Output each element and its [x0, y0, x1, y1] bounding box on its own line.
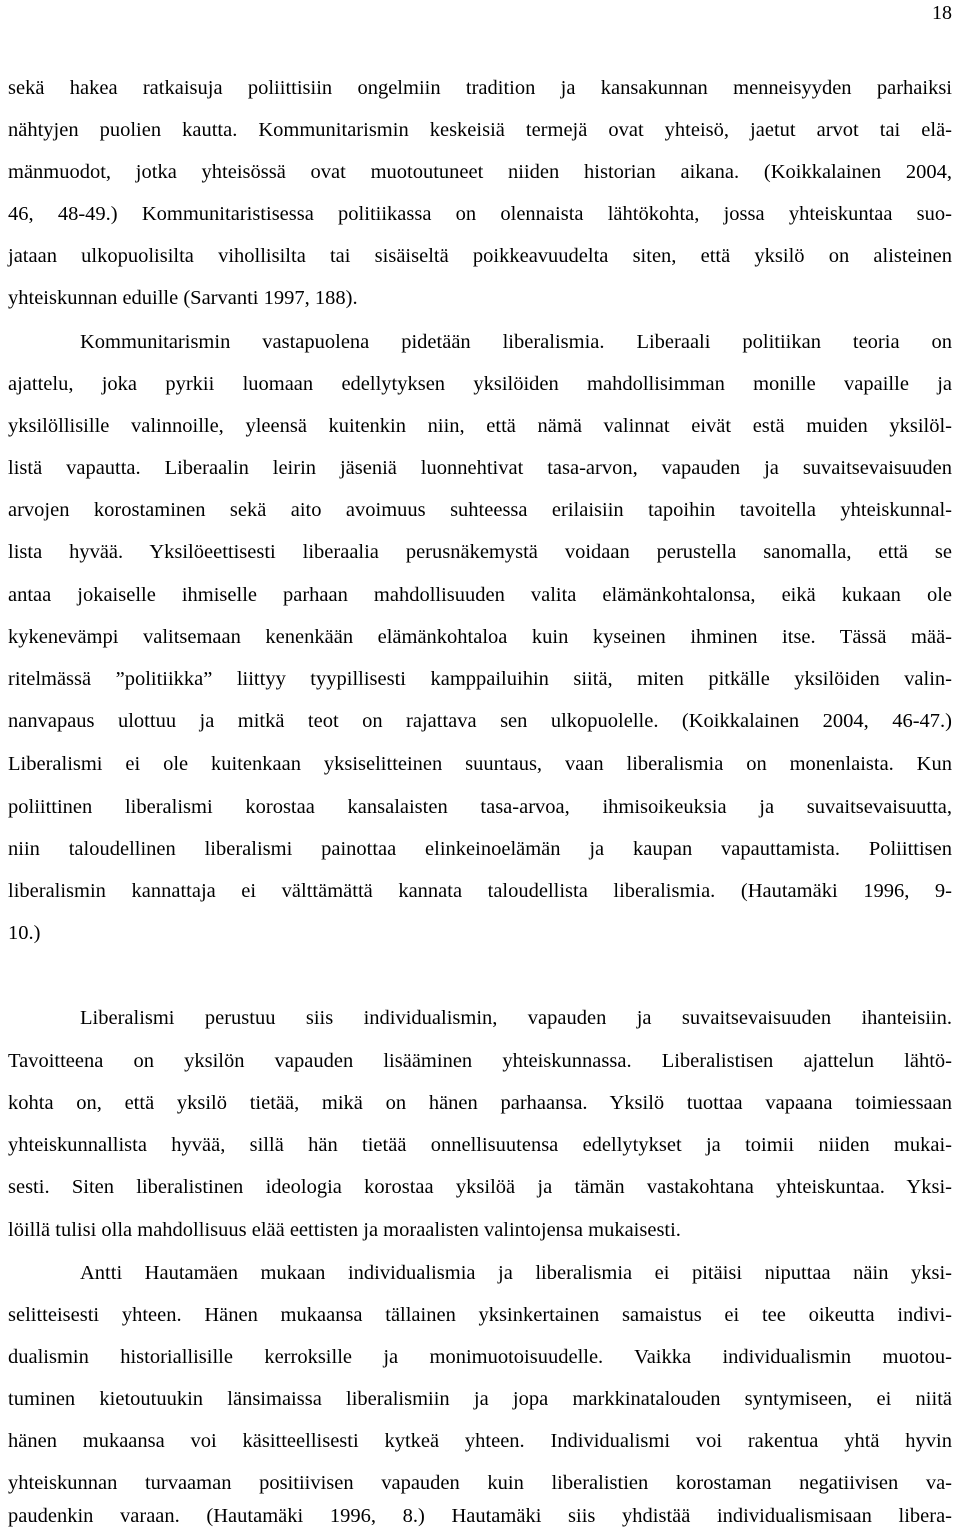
text-line: Liberalismi perustuu siis individualismin, vapauden ja suvaitsevaisuuden ihanteisiin. — [80, 1007, 952, 1029]
text-line: ritelmässä ”politiikka” liittyy tyypillisesti kamppailuihin siitä, miten pitkälle yksilöiden valin- — [8, 668, 952, 690]
text-line: dualismin historiallisille kerroksille ja monimuotoisuudelle. Vaikka individualismin muotou- — [8, 1346, 952, 1368]
text-line: yksilöllisille valinnoille, yleensä kuitenkin niin, että nämä valinnat eivät estä muiden yksilöl- — [8, 415, 952, 437]
text-line: Kommunitarismin vastapuolena pidetään liberalismia. Liberaali politiikan teoria on — [80, 331, 952, 353]
text-line: tuminen kietoutuukin länsimaissa liberalismiin ja jopa markkinatalouden syntymiseen, ei niitä — [8, 1388, 952, 1410]
text-line: paudenkin varaan. (Hautamäki 1996, 8.) Hautamäki siis yhdistää individualismisaan libera- — [8, 1505, 952, 1527]
text-line: sekä hakea ratkaisuja poliittisiin ongelmiin tradition ja kansakunnan menneisyyden parhaiksi — [8, 77, 952, 99]
text-line: antaa jokaiselle ihmiselle parhaan mahdollisuuden valita elämänkohtalonsa, eikä kukaan ole — [8, 584, 952, 606]
text-line: yhteiskunnan eduille (Sarvanti 1997, 188). — [8, 287, 358, 309]
text-line: mänmuodot, jotka yhteisössä ovat muotoutuneet niiden historian aikana. (Koikkalainen 2004, — [8, 161, 952, 183]
text-line: selitteisesti yhteen. Hänen mukaansa tällainen yksinkertainen samaistus ei tee oikeutta indivi- — [8, 1304, 952, 1326]
text-line: nanvapaus ulottuu ja mitkä teot on rajattava sen ulkopuolelle. (Koikkalainen 2004, 46-47.) — [8, 710, 952, 732]
text-line: Antti Hautamäen mukaan individualismia ja liberalismia ei pitäisi niputtaa näin yksi- — [80, 1262, 952, 1284]
text-line: arvojen korostaminen sekä aito avoimuus suhteessa erilaisiin tapoihin tavoitella yhteiskunnal- — [8, 499, 952, 521]
text-line: yhteiskunnallista hyvää, sillä hän tietää onnellisuutensa edellytykset ja toimii niiden mukai- — [8, 1134, 952, 1156]
text-line: poliittinen liberalismi korostaa kansalaisten tasa-arvoa, ihmisoikeuksia ja suvaitsevaisuutta, — [8, 796, 952, 818]
text-line: niin taloudellinen liberalismi painottaa elinkeinoelämän ja kaupan vapauttamista. Poliittisen — [8, 838, 952, 860]
text-line: löillä tulisi olla mahdollisuus elää eettisten ja moraalisten valintojensa mukaisesti. — [8, 1219, 681, 1241]
text-line: yhteiskunnan turvaaman positiivisen vapauden kuin liberalistien korostaman negatiivisen va- — [8, 1472, 952, 1494]
text-line: kykenevämpi valitsemaan kenenkään elämänkohtaloa kuin kyseinen ihminen itse. Tässä mää- — [8, 626, 952, 648]
text-line: jataan ulkopuolisilta vihollisilta tai sisäiseltä poikkeavuudelta siten, että yksilö on alisteinen — [8, 245, 952, 267]
text-line: ajattelu, joka pyrkii luomaan edellytyksen yksilöiden mahdollisimman monille vapaille ja — [8, 373, 952, 395]
text-line: Tavoitteena on yksilön vapauden lisääminen yhteiskunnassa. Liberalistisen ajattelun lähtö- — [8, 1050, 952, 1072]
text-line: Liberalismi ei ole kuitenkaan yksiselitteinen suuntaus, vaan liberalismia on monenlaista. Kun — [8, 753, 952, 775]
text-line: lista hyvää. Yksilöeettisesti liberaalia perusnäkemystä voidaan perustella sanomalla, että se — [8, 541, 952, 563]
page-number: 18 — [932, 2, 952, 24]
text-line: nähtyjen puolien kautta. Kommunitarismin keskeisiä termejä ovat yhteisö, jaetut arvot tai elä- — [8, 119, 952, 141]
text-line: kohta on, että yksilö tietää, mikä on hänen parhaansa. Yksilö tuottaa vapaana toimiessaan — [8, 1092, 952, 1114]
text-line: sesti. Siten liberalistinen ideologia korostaa yksilöä ja tämän vastakohtana yhteiskuntaa. Yksi- — [8, 1176, 952, 1198]
text-line: liberalismin kannattaja ei välttämättä kannata taloudellista liberalismia. (Hautamäki 1996, 9- — [8, 880, 952, 902]
text-line: listä vapautta. Liberaalin leirin jäseniä luonnehtivat tasa-arvon, vapauden ja suvaitsevaisuuden — [8, 457, 952, 479]
text-line: hänen mukaansa voi käsitteellisesti kytkeä yhteen. Individualismi voi rakentua yhtä hyvin — [8, 1430, 952, 1452]
text-line: 46, 48-49.) Kommunitaristisessa politiikassa on olennaista lähtökohta, jossa yhteiskuntaa suo- — [8, 203, 952, 225]
text-line: 10.) — [8, 922, 41, 944]
